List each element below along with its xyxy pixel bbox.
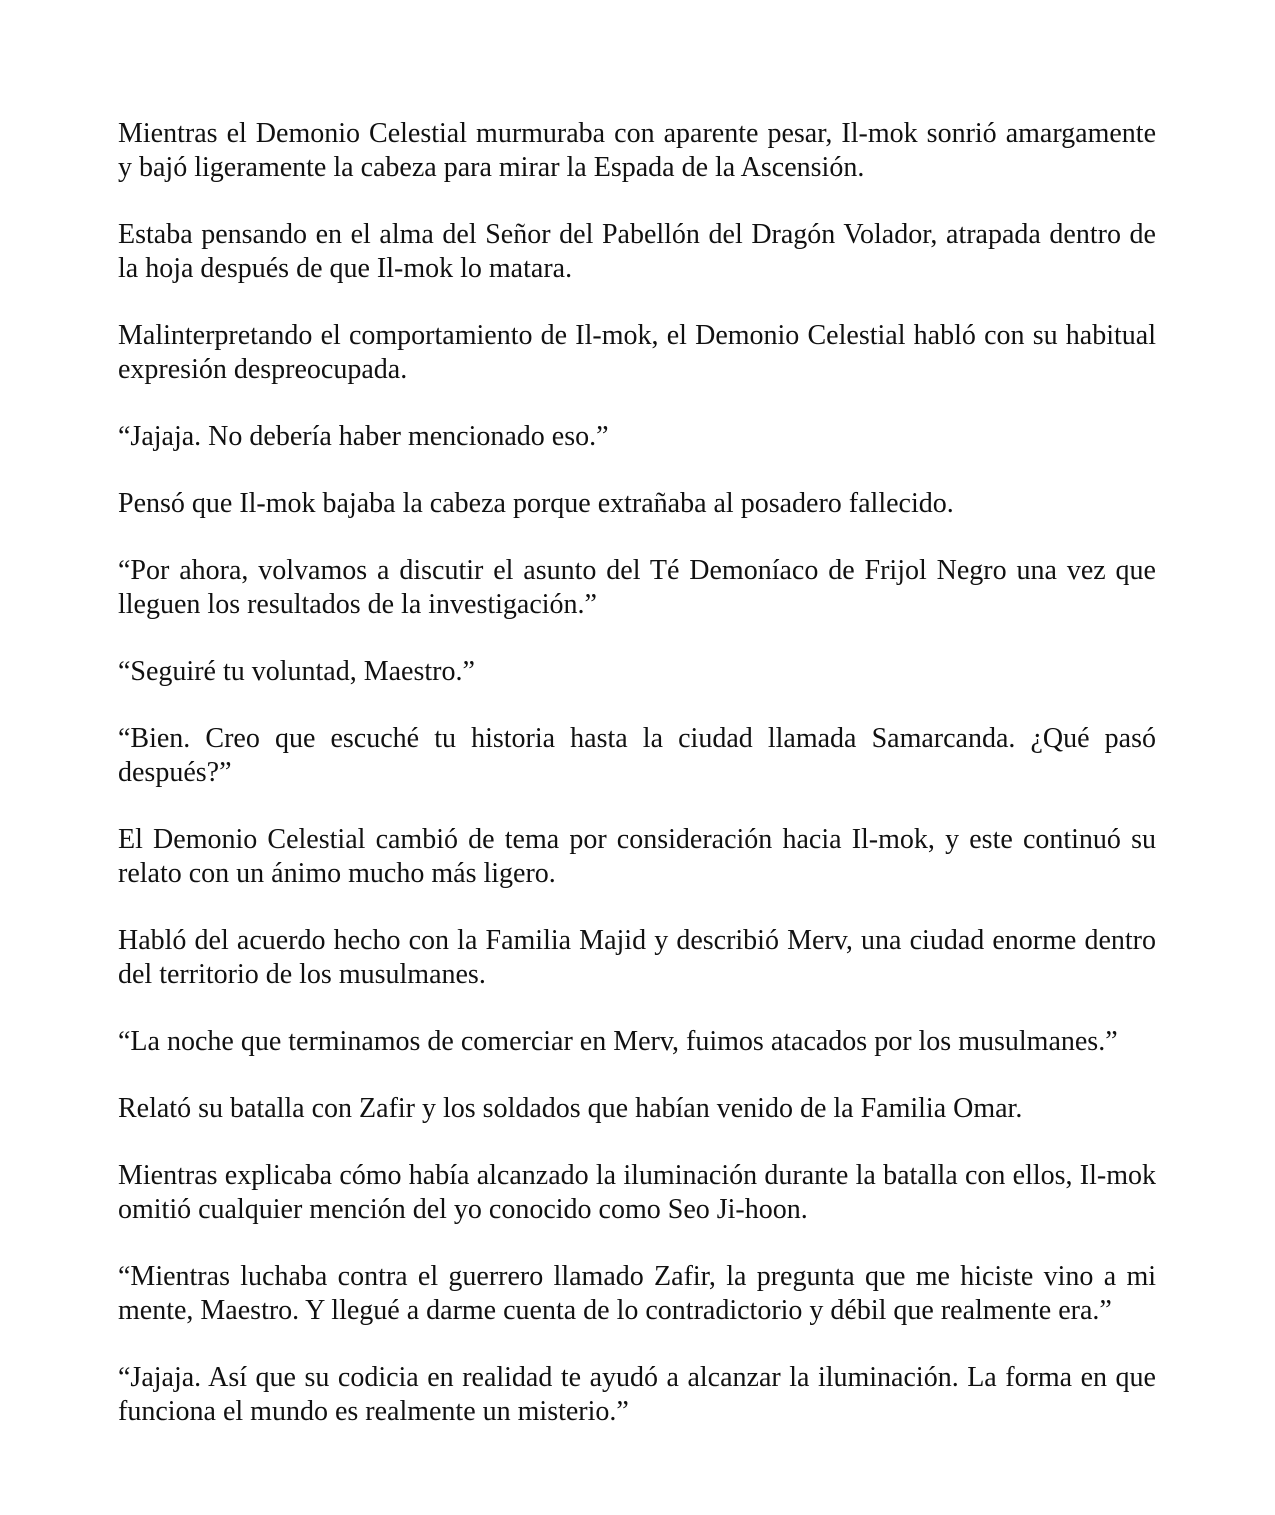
paragraph: “Mientras luchaba contra el guerrero llamado Zafir, la pregunta que me hiciste vino a mi mente, Maestro. Y llegué a darme cuenta de lo contradictorio y débil que realmente era.” xyxy=(118,1261,1156,1326)
paragraph: “Seguiré tu voluntad, Maestro.” xyxy=(118,656,475,687)
paragraph: “Jajaja. Así que su codicia en realidad te ayudó a alcanzar la iluminación. La forma en que funciona el mundo es realmente un misterio.” xyxy=(118,1362,1156,1427)
paragraph: Mientras el Demonio Celestial murmuraba con aparente pesar, Il-mok sonrió amargamente y bajó ligeramente la cabeza para mirar la Espada de la Ascensión. xyxy=(118,118,1156,183)
paragraph: Estaba pensando en el alma del Señor del Pabellón del Dragón Volador, atrapada dentro de la hoja después de que Il-mok lo matara. xyxy=(118,219,1156,284)
paragraph: “Por ahora, volvamos a discutir el asunto del Té Demoníaco de Frijol Negro una vez que lleguen los resultados de la investigación.” xyxy=(118,555,1156,620)
paragraph: Relató su batalla con Zafir y los soldados que habían venido de la Familia Omar. xyxy=(118,1093,1023,1124)
paragraph: Pensó que Il-mok bajaba la cabeza porque extrañaba al posadero fallecido. xyxy=(118,488,954,519)
paragraph: “Jajaja. No debería haber mencionado eso.” xyxy=(118,421,609,452)
paragraph: Habló del acuerdo hecho con la Familia Majid y describió Merv, una ciudad enorme dentro del territorio de los musulmanes. xyxy=(118,925,1156,990)
paragraph: “La noche que terminamos de comerciar en Merv, fuimos atacados por los musulmanes.” xyxy=(118,1026,1118,1057)
paragraph: “Bien. Creo que escuché tu historia hasta la ciudad llamada Samarcanda. ¿Qué pasó después?” xyxy=(118,723,1156,788)
paragraph: Mientras explicaba cómo había alcanzado la iluminación durante la batalla con ellos, Il-mok omitió cualquier mención del yo conocido como Seo Ji-hoon. xyxy=(118,1160,1156,1225)
paragraph: Malinterpretando el comportamiento de Il-mok, el Demonio Celestial habló con su habitual expresión despreocupada. xyxy=(118,320,1156,385)
paragraph: El Demonio Celestial cambió de tema por consideración hacia Il-mok, y este continuó su relato con un ánimo mucho más ligero. xyxy=(118,824,1156,889)
document-page xyxy=(118,117,1156,1462)
